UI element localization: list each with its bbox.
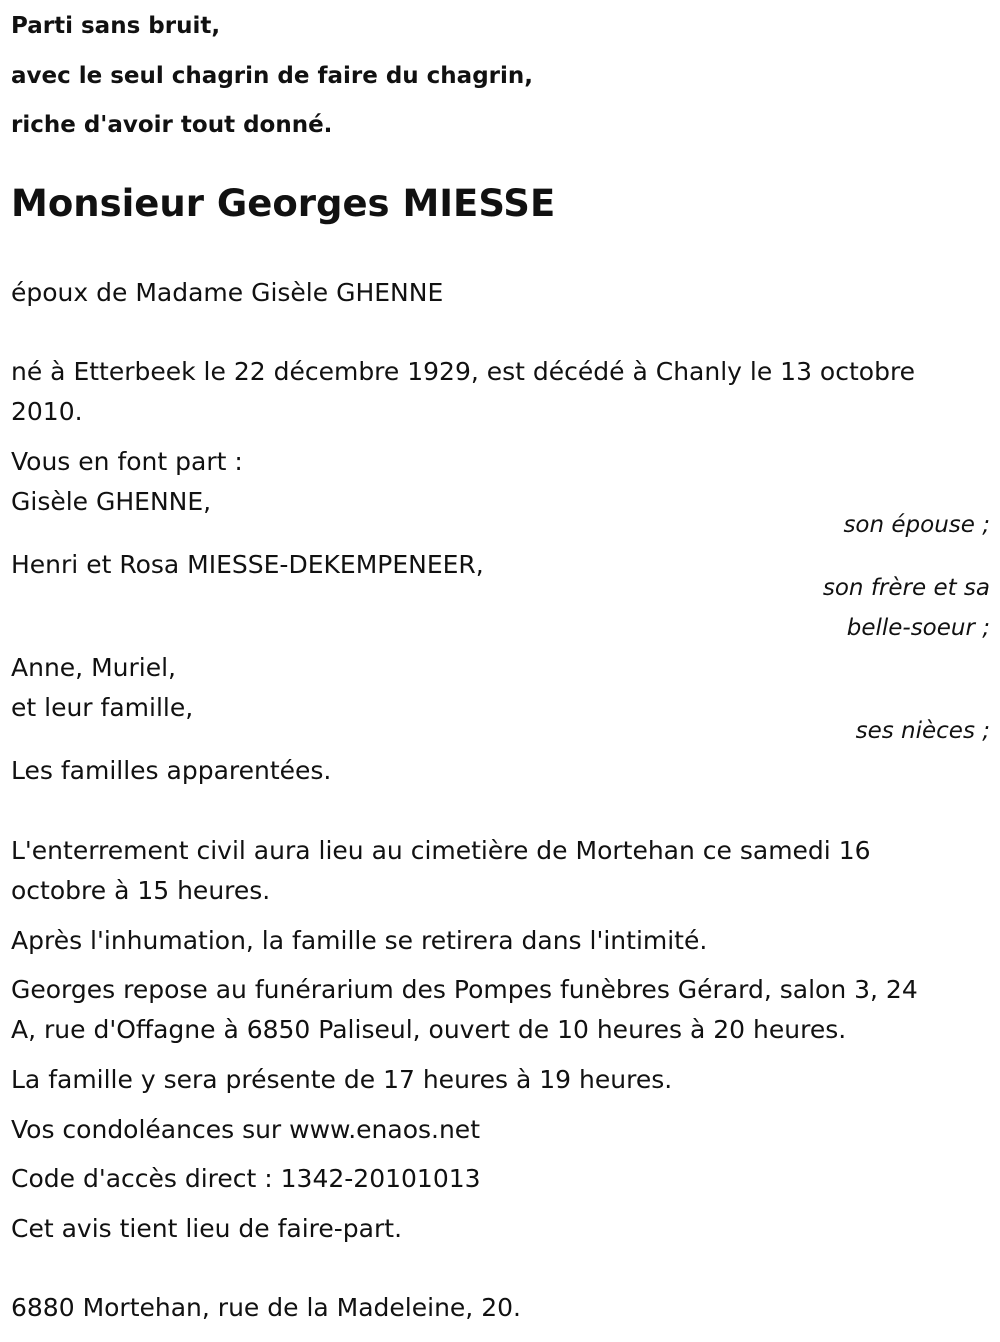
epigraph-line-2: avec le seul chagrin de faire du chagrin, [11,63,534,89]
condolences-line: Vos condoléances sur www.enaos.net [11,1115,480,1144]
family-member-name: Anne, Muriel, [11,653,176,682]
rest-location-line-2: A, rue d'Offagne à 6850 Paliseul, ouvert de 10 heures à 20 heures. [11,1015,847,1044]
family-presence: La famille y sera présente de 17 heures à 19 heures. [11,1065,673,1094]
epigraph-line-3: riche d'avoir tout donné. [11,112,333,138]
related-families: Les familles apparentées. [11,756,332,785]
burial-line-2: octobre à 15 heures. [11,876,271,905]
epigraph-line-1: Parti sans bruit, [11,13,221,39]
spouse-line: époux de Madame Gisèle GHENNE [11,278,444,307]
after-burial: Après l'inhumation, la famille se retirera dans l'intimité. [11,926,708,955]
announcement-intro: Vous en font part : [11,447,243,476]
family-member-name: et leur famille, [11,693,194,722]
family-member-name: Henri et Rosa MIESSE-DEKEMPENEER, [11,550,484,579]
notice-line: Cet avis tient lieu de faire-part. [11,1214,403,1243]
deceased-name: Monsieur Georges MIESSE [11,182,556,225]
family-member-relation: son frère et sa [822,575,990,601]
birth-death-line-2: 2010. [11,397,83,426]
family-member-relation: son épouse ; [843,512,990,538]
birth-death-line-1: né à Etterbeek le 22 décembre 1929, est décédé à Chanly le 13 octobre [11,357,916,386]
access-code: Code d'accès direct : 1342-20101013 [11,1164,481,1193]
family-member-relation: belle-soeur ; [846,615,990,641]
rest-location-line-1: Georges repose au funérarium des Pompes funèbres Gérard, salon 3, 24 [11,975,918,1004]
family-member-relation: ses nièces ; [855,718,990,744]
family-member-name: Gisèle GHENNE, [11,487,212,516]
address-line: 6880 Mortehan, rue de la Madeleine, 20. [11,1293,521,1322]
burial-line-1: L'enterrement civil aura lieu au cimetière de Mortehan ce samedi 16 [11,836,871,865]
